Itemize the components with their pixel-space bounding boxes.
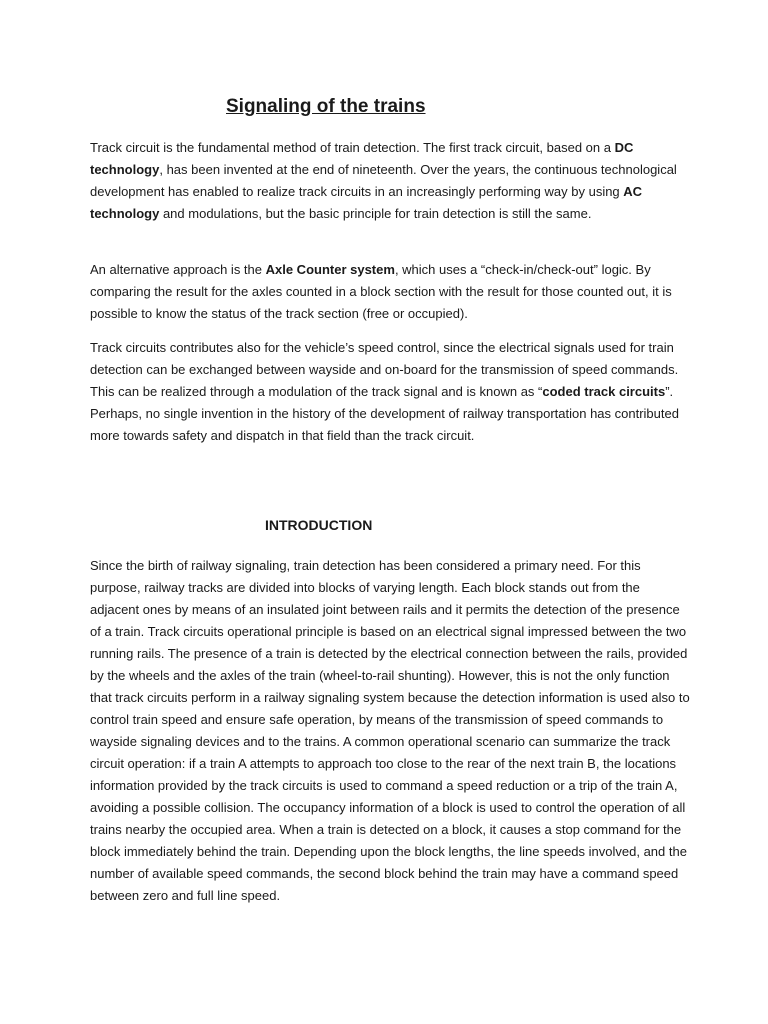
paragraph-axle-counter [90,259,690,325]
bold-term: AC technology [90,184,643,221]
paragraph-speed-control [90,337,690,447]
bold-term: Axle Counter system [265,262,395,277]
text-run: An alternative approach is the [90,262,266,277]
text-run: and modulations, but the basic principle for train detection is still the same. [159,206,592,221]
text-run: ”. Perhaps, no single invention in the history of the development of railway transportation has contributed more towards safety and dispatch in that field than the track circuit. [90,384,679,443]
paragraph-track-circuit [90,137,690,225]
page-title: Signaling of the trains [226,96,426,117]
bold-term: DC technology [90,140,634,177]
text-run: , which uses a “check-in/check-out” logic. By comparing the result for the axles counted in a block section with the result for those counted out, it is possible to know the status of the track section (free or occupied). [90,262,672,321]
text-run: , has been invented at the end of nineteenth. Over the years, the continuous technological development has enabled to realize track circuits in an increasingly performing way by using [90,162,677,199]
bold-term: coded track circuits [542,384,666,399]
section-heading: INTRODUCTION [265,517,373,533]
text-run: Track circuit is the fundamental method of train detection. The first track circuit, based on a [90,140,615,155]
text-run: Track circuits contributes also for the vehicle’s speed control, since the electrical signals used for train detection can be exchanged between wayside and on-board for the transmission of speed commands. This can be realized through a modulation of the track signal and is known as “ [90,340,679,399]
paragraph-introduction: Since the birth of railway signaling, train detection has been considered a primary need. For this purpose, railway tracks are divided into blocks of varying length. Each block stands out from the adjacent ones by means of an insulated joint between rails and it permits the detection of the presence of a train. Track circuits operational principle is based on an electrical signal impressed between the two running rails. The presence of a train is detected by the electrical connection between the rails, provided by the wheels and the axles of the train (wheel-to-rail shunting). However, this is not the only function that track circuits perform in a railway signaling system because the detection information is used also to control train speed and ensure safe operation, by means of the transmission of speed commands to wayside signaling devices and to the trains. A common operational scenario can summarize the track circuit operation: if a train A attempts to approach too close to the rear of the next train B, the locations information provided by the track circuits is used to command a speed reduction or a trip of the train A, avoiding a possible collision. The occupancy information of a block is used to control the operation of all trains nearby the occupied area. When a train is detected on a block, it causes a stop command for the block immediately behind the train. Depending upon the block lengths, the line speeds involved, and the number of available speed commands, the second block behind the train may have a command speed between zero and full line speed. [90,558,690,903]
